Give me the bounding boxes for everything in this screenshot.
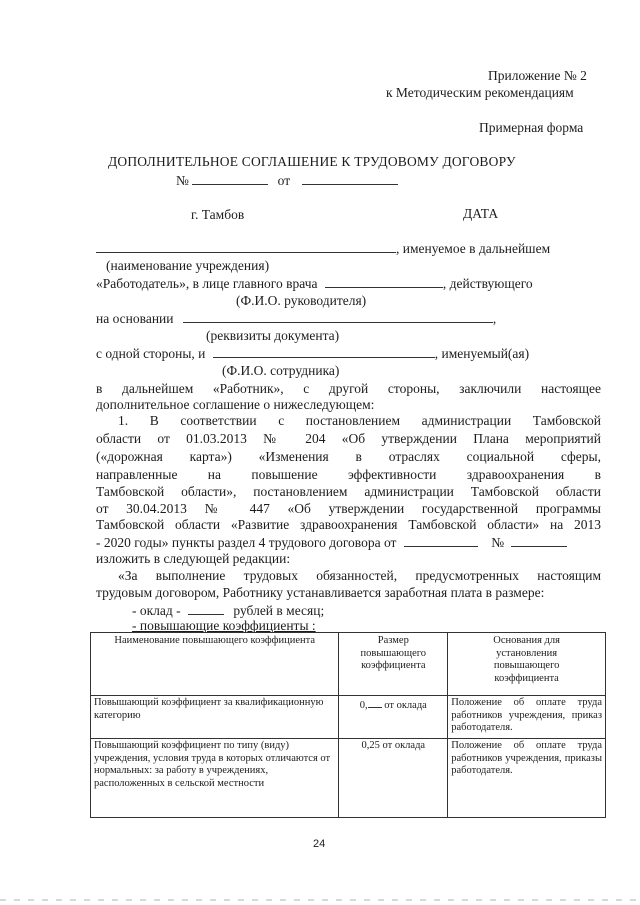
row1-basis: Положение об оплате труда работников учреждения, приказ работодателя. — [448, 696, 606, 739]
coefficients-table — [90, 632, 606, 818]
named-employee-text: , именуемый(ая) — [434, 346, 530, 361]
oklad-line — [132, 602, 324, 619]
clause1-line-5: Тамбовской области», постановлением администрации Тамбовской области — [96, 484, 601, 499]
basis-comma: , — [492, 311, 497, 326]
header-coef-basis: Основания для установления повышающего коэффициента — [448, 633, 606, 696]
methodical-recommendations-label: к Методическим рекомендациям — [386, 85, 574, 100]
row2-name: Повышающий коэффициент по типу (виду) учреждения, условия труда в которых отличаются от нормальных: за работу в учреждениях, расположенных в сельской местности — [91, 739, 339, 818]
contract-number-blank — [511, 534, 567, 547]
chief-doctor-blank — [325, 275, 443, 288]
row1-name: Повышающий коэффициент за квалификационную категорию — [91, 696, 339, 739]
row2-basis: Положение об оплате труда работников учреждения, приказы работодателя. — [448, 739, 606, 818]
salary-line-2: трудовым договором, Работнику устанавливается заработная плата в размере: — [96, 585, 545, 600]
institution-name-caption: (наименование учреждения) — [106, 258, 270, 273]
sample-form-label: Примерная форма — [479, 120, 584, 135]
clause1-line-8 — [96, 534, 567, 551]
oklad-unit: рублей в месяц; — [233, 603, 325, 618]
basis-blank — [183, 310, 493, 323]
clause1-line-3: («дорожная карта») «Изменения в отраслях социальной сферы, — [96, 449, 601, 464]
row1-size-prefix: 0, — [359, 700, 368, 711]
contract-date-blank — [404, 534, 478, 547]
clause1-line-7: Тамбовской области «Развитие здравоохранения Тамбовской области» на 2013 — [96, 517, 601, 532]
oklad-label: - оклад - — [132, 603, 181, 618]
row1-size-unit: от оклада — [384, 700, 427, 711]
institution-line — [96, 240, 550, 257]
one-side-text: с одной стороны, и — [96, 346, 206, 361]
contract-date-text: - 2020 годы» пункты раздел 4 трудового договора от — [96, 535, 397, 550]
table-row — [91, 696, 606, 739]
acting-text: , действующего — [442, 276, 533, 291]
employer-line — [96, 275, 533, 292]
number-sign: № — [176, 173, 189, 188]
clause1-line-9: изложить в следующей редакции: — [96, 551, 291, 566]
on-basis-text: на основании — [96, 311, 174, 326]
chief-name-caption: (Ф.И.О. руководителя) — [236, 293, 367, 308]
page-number: 24 — [313, 838, 326, 850]
clause1-line-6: от 30.04.2013 № 447 «Об утверждении государственной программы — [96, 501, 601, 516]
header-coef-size: Размер повышающего коэффициента — [339, 633, 448, 696]
scan-edge-artifact — [0, 899, 640, 901]
employee-blank — [213, 345, 435, 358]
basis-line — [96, 310, 496, 327]
clause1-line-4: направленные на повышение эффективности здравоохранения в — [96, 467, 601, 482]
row1-size — [339, 696, 448, 739]
named-hereafter-text: , именуемое в дальнейшем — [396, 241, 551, 256]
institution-blank — [96, 240, 396, 253]
document-details-caption: (реквизиты документа) — [206, 328, 340, 343]
row2-size: 0,25 от оклада — [339, 739, 448, 818]
employee-name-caption: (Ф.И.О. сотрудника) — [222, 363, 340, 378]
date-label: ДАТА — [463, 206, 499, 221]
document-title: ДОПОЛНИТЕЛЬНОЕ СОГЛАШЕНИЕ К ТРУДОВОМУ ДОГОВОРУ — [108, 154, 516, 169]
number-blank — [192, 172, 268, 185]
oklad-blank — [188, 602, 224, 615]
appendix-label: Приложение № 2 — [488, 68, 587, 83]
clause1-line-2: области от 01.03.2013 № 204 «Об утверждении Плана мероприятий — [96, 431, 601, 446]
from-label: от — [277, 173, 291, 188]
city-label: г. Тамбов — [191, 207, 245, 222]
salary-line-1: «За выполнение трудовых обязанностей, предусмотренных настоящим — [118, 568, 601, 583]
hereafter-line-1: в дальнейшем «Работник», с другой стороны, заключили настоящее — [96, 381, 601, 396]
table-header-row — [91, 633, 606, 696]
number-line — [176, 172, 398, 189]
table-row — [91, 739, 606, 818]
row1-size-blank — [368, 697, 382, 708]
employee-line — [96, 345, 529, 362]
coefficients-heading: - повышающие коэффициенты : — [132, 618, 316, 633]
contract-number-sign: № — [491, 535, 505, 550]
hereafter-line-2: дополнительное соглашение о нижеследующем: — [96, 397, 375, 412]
clause1-line-1: 1. В соответствии с постановлением администрации Тамбовской — [118, 413, 601, 428]
header-coef-name: Наименование повышающего коэффициента — [91, 633, 339, 696]
employer-in-person-text: «Работодатель», в лице главного врача — [96, 276, 318, 291]
from-date-blank — [302, 172, 398, 185]
